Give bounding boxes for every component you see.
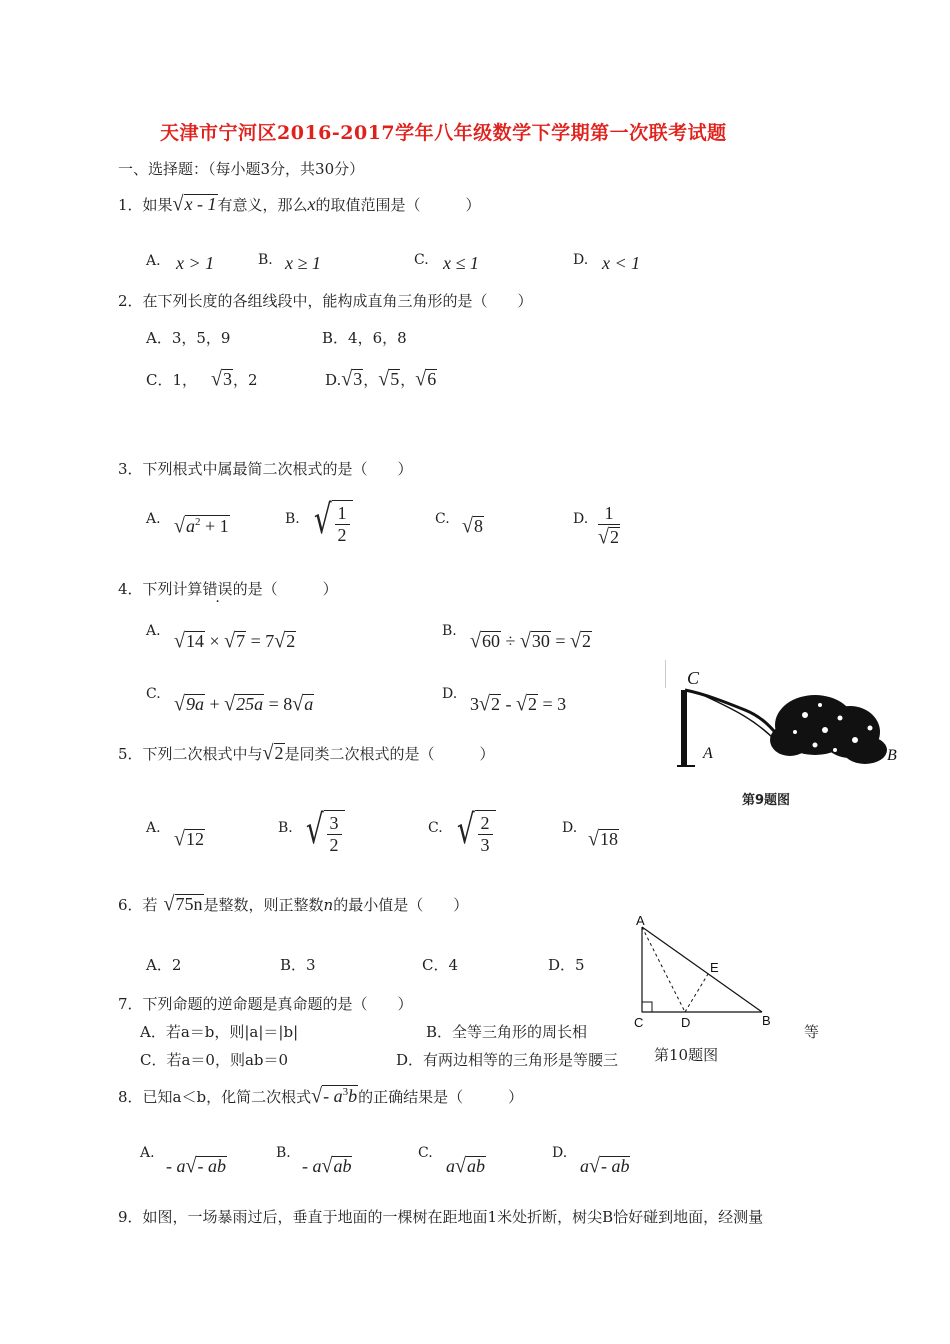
q1-option-a-label: A. [146, 253, 161, 269]
figure-10-caption: 第10题图 [654, 1046, 719, 1064]
q8-option-a-label: A. [140, 1145, 155, 1161]
q4-option-c-label: C. [146, 686, 161, 702]
q1-option-c-label: C. [414, 252, 429, 268]
q8-option-c: a√ab [446, 1154, 485, 1178]
q4-option-a-label: A. [146, 623, 161, 639]
q7-option-b-tail: 等 [804, 1023, 820, 1041]
q3-option-a-label: A. [146, 511, 161, 527]
q4-option-d: 3√2 - √2 = 3 [470, 692, 567, 716]
q8-option-b-label: B. [276, 1145, 291, 1161]
question-6-stem: 6．若 √75n是整数，则正整数n的最小值是（ ） [118, 892, 469, 916]
page-title: 天津市宁河区2016-2017学年八年级数学下学期第一次联考试题 [160, 122, 727, 144]
q3-option-d-label: D. [573, 511, 589, 527]
q3-option-a: $√a^2 + 1$ [174, 514, 229, 538]
fig9-label-a: A [703, 745, 713, 762]
figure-9-broken-tree [665, 660, 905, 810]
question-9-stem: 9．如图，一场暴雨过后，垂直于地面的一棵树在距地面1米处折断，树尖B恰好碰到地面，经测量 [118, 1208, 764, 1226]
q5-option-d-label: D. [562, 820, 578, 836]
q5-option-a-label: A. [146, 820, 161, 836]
q1-option-b-label: B. [258, 252, 273, 268]
q1-option-d-label: D. [573, 252, 589, 268]
q2-option-c: C．1， √3，2 [146, 367, 258, 391]
q6-option-c: C．4 [422, 956, 459, 974]
q4-option-a: √14 × √7 = 7√2 [174, 629, 296, 653]
q5-option-b: √ $\frac{3}{2}$ [302, 810, 345, 856]
question-3-stem: 3．下列根式中属最简二次根式的是（ ） [118, 460, 413, 478]
fig10-label-e: E [710, 960, 719, 975]
q5-option-b-label: B. [278, 820, 293, 836]
question-8-stem: 8．已知a＜b，化简二次根式√- $a^3b$的正确结果是（ ） [118, 1084, 524, 1108]
q8-option-c-label: C. [418, 1145, 433, 1161]
section-heading: 一、选择题：（每小题3分，共30分） [118, 160, 365, 178]
q6-option-d: D．5 [548, 956, 585, 974]
question-7-stem: 7．下列命题的逆命题是真命题的是（ ） [118, 995, 413, 1013]
q4-option-b: √60 ÷ √30 = √2 [470, 629, 591, 653]
q3-option-c: √8 [462, 514, 483, 538]
fig10-label-a: A [636, 913, 645, 928]
q3-option-d: $\frac{1}{√2}$ [598, 503, 619, 549]
question-2-stem: 2．在下列长度的各组线段中，能构成直角三角形的是（ ） [118, 292, 533, 310]
q7-option-b: B．全等三角形的周长相 [426, 1023, 588, 1041]
question-5-stem: 5．下列二次根式中与√2是同类二次根式的是（ ） [118, 741, 495, 765]
q3-option-b-label: B. [285, 511, 300, 527]
q8-option-d: a√- ab [580, 1154, 630, 1178]
fig9-label-c: C [687, 668, 700, 688]
q8-option-d-label: D. [552, 1145, 568, 1161]
q7-option-a: A．若a＝b，则|a|＝|b| [140, 1023, 299, 1041]
q1-option-a: x > 1 [176, 253, 215, 273]
q1-option-d: x < 1 [602, 253, 641, 273]
fig10-label-b: B [762, 1013, 771, 1028]
q8-option-b: - a√ab [302, 1154, 352, 1178]
fig10-label-c: C [634, 1015, 644, 1030]
fig9-label-b: B [887, 747, 897, 764]
q4-option-b-label: B. [442, 623, 457, 639]
q5-option-a: √12 [174, 827, 204, 851]
q3-option-b: √ $\frac{1}{2}$ [310, 500, 353, 546]
q3-option-c-label: C. [435, 511, 450, 527]
q4-option-d-label: D. [442, 686, 458, 702]
q2-option-b: B．4，6，8 [322, 329, 407, 347]
q1-option-b: x ≥ 1 [285, 253, 321, 273]
q7-option-c: C．若a＝0，则ab＝0 [140, 1051, 289, 1069]
question-4-stem: 4．下列计算错误的是（ ） [118, 580, 338, 598]
q4-option-c: √9a + √25a = 8√a [174, 692, 314, 716]
q2-option-a: A．3，5，9 [146, 329, 231, 347]
fig10-label-d: D [681, 1015, 691, 1030]
question-1-stem: 1．如果√x - 1有意义，那么x的取值范围是（ ） [118, 192, 481, 216]
figure-10-triangle [630, 912, 790, 1032]
q8-option-a: - a√- ab [166, 1154, 226, 1178]
q5-option-d: √18 [588, 827, 618, 851]
q6-option-a: A．2 [146, 956, 182, 974]
q2-option-d: D.√3，√5，√6 [325, 367, 437, 391]
q5-option-c: √ $\frac{2}{3}$ [453, 810, 496, 856]
figure-9-caption: 第9题图 [742, 793, 791, 808]
q1-option-c: x ≤ 1 [443, 253, 479, 273]
q7-option-d: D．有两边相等的三角形是等腰三 [396, 1051, 619, 1069]
q5-option-c-label: C. [428, 820, 443, 836]
q6-option-b: B．3 [280, 956, 316, 974]
